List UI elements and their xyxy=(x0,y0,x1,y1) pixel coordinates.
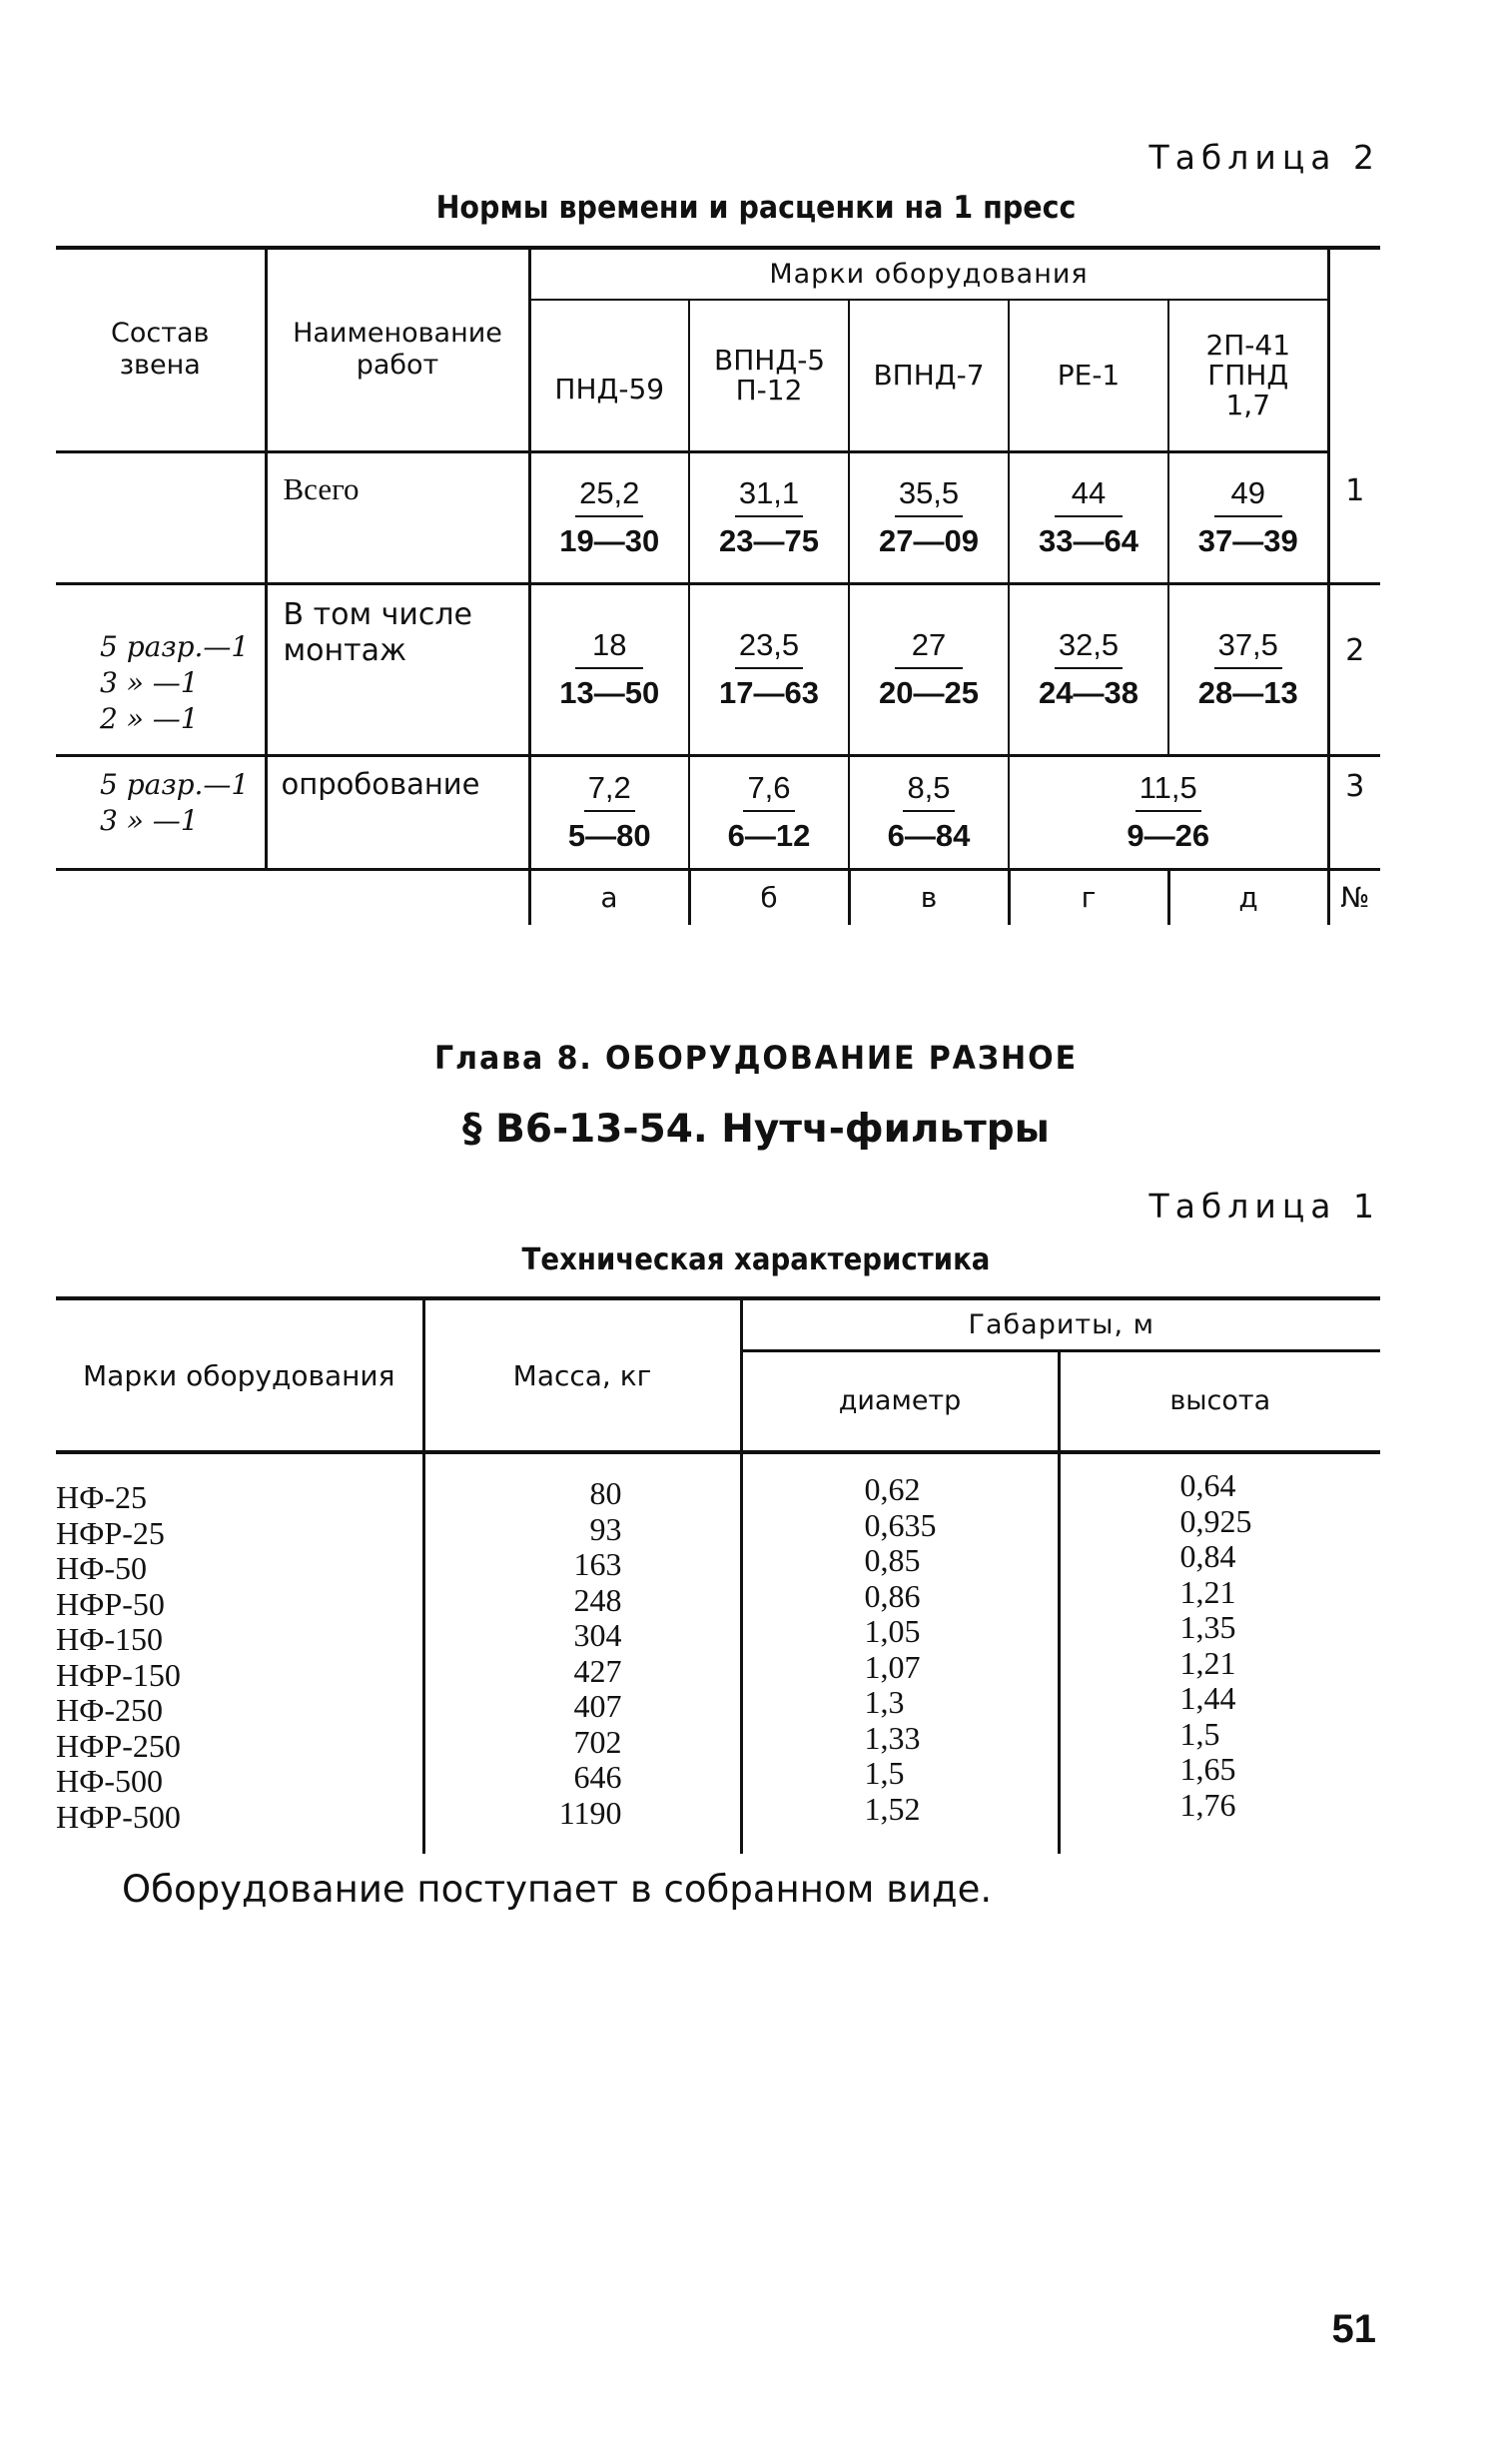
diameter-value: 0,62 xyxy=(864,1471,921,1507)
section-heading: § В6-13-54. Нутч-фильтры xyxy=(462,1107,1050,1152)
row-work: опробование xyxy=(266,755,529,869)
mass-value: 304 xyxy=(573,1617,622,1653)
diameter-column xyxy=(741,1452,1059,1854)
header-composition: Состав звена xyxy=(56,248,266,451)
diameter-value: 1,5 xyxy=(864,1755,905,1791)
column-letter: б xyxy=(689,869,849,925)
value-cell: $\frac{7,2}{5—80}$ xyxy=(529,755,689,869)
mass-value: 248 xyxy=(573,1581,622,1618)
header-brand: ВПНД-7 xyxy=(849,300,1009,451)
header-work: Наименование работ xyxy=(266,248,529,451)
row-number: 1 xyxy=(1328,451,1380,583)
row-work: Всего xyxy=(266,451,529,583)
value-cell: $\frac{7,6}{6—12}$ xyxy=(689,755,849,869)
diameter-value: 1,07 xyxy=(864,1648,921,1685)
height-value: 0,925 xyxy=(1179,1502,1252,1539)
mass-value: 80 xyxy=(589,1475,622,1511)
mass-value: 427 xyxy=(573,1652,622,1689)
mass-value: 163 xyxy=(573,1546,622,1582)
header-brand: ПНД-59 xyxy=(529,300,689,451)
column-number-label: № xyxy=(1328,869,1380,925)
height-value: 0,84 xyxy=(1179,1538,1236,1574)
table2-label: Таблица 2 xyxy=(1148,138,1380,177)
column-letter: г xyxy=(1009,869,1168,925)
chapter-heading: Глава 8. ОБОРУДОВАНИЕ РАЗНОЕ xyxy=(433,1039,1078,1077)
mass-value: 646 xyxy=(573,1759,622,1795)
column-letter: а xyxy=(529,869,689,925)
header-dimensions: Габариты, м xyxy=(741,1298,1380,1350)
note-text: Оборудование поступает в собранном виде. xyxy=(122,1868,993,1911)
value-cell: $\frac{49}{37—39}$ xyxy=(1168,451,1328,583)
brand-name: НФ-50 xyxy=(56,1550,148,1586)
diameter-value: 1,3 xyxy=(864,1684,905,1720)
diameter-value: 1,33 xyxy=(864,1719,921,1756)
brand-name: НФ-500 xyxy=(56,1763,164,1799)
brand-name: НФР-25 xyxy=(56,1514,165,1551)
row-composition: 5 разр.—1 3 » —1 2 » —1 xyxy=(56,583,266,755)
height-value: 0,64 xyxy=(1179,1467,1236,1503)
table2-title: Нормы времени и расценки на 1 пресс xyxy=(435,190,1077,226)
header-brands: Марки оборудования xyxy=(56,1298,423,1452)
height-column xyxy=(1059,1452,1380,1854)
height-value: 1,44 xyxy=(1179,1680,1236,1716)
table1 xyxy=(56,1296,1380,1854)
row-composition: 5 разр.—1 3 » —1 xyxy=(56,755,266,869)
row-work: В том числе монтаж xyxy=(266,583,529,755)
height-value: 1,21 xyxy=(1179,1573,1236,1610)
page-number: 51 xyxy=(1331,2307,1376,2351)
column-letter: в xyxy=(849,869,1009,925)
mass-value: 93 xyxy=(589,1510,622,1547)
header-mass: Масса, кг xyxy=(423,1298,741,1452)
brand-name: НФР-500 xyxy=(56,1798,181,1835)
row-number: 3 xyxy=(1328,755,1380,869)
header-brand: РЕ-1 xyxy=(1009,300,1168,451)
diameter-value: 0,85 xyxy=(864,1542,921,1578)
mass-value: 702 xyxy=(573,1723,622,1760)
header-diameter: диаметр xyxy=(741,1350,1059,1452)
row-number: 2 xyxy=(1328,583,1380,755)
value-cell: $\frac{44}{33—64}$ xyxy=(1009,451,1168,583)
diameter-value: 1,05 xyxy=(864,1613,921,1649)
diameter-value: 0,635 xyxy=(864,1506,937,1543)
brand-name: НФР-50 xyxy=(56,1585,165,1622)
diameter-value: 1,52 xyxy=(864,1790,921,1827)
brand-name: НФ-25 xyxy=(56,1479,148,1515)
value-cell: $\frac{31,1}{23—75}$ xyxy=(689,451,849,583)
value-cell: $\frac{27}{20—25}$ xyxy=(849,583,1009,755)
brand-name: НФР-250 xyxy=(56,1727,181,1764)
table1-title: Техническая характеристика xyxy=(521,1242,991,1277)
brand-name: НФР-150 xyxy=(56,1656,181,1693)
diameter-value: 0,86 xyxy=(864,1577,921,1614)
table1-label: Таблица 1 xyxy=(1148,1187,1380,1226)
brands-column xyxy=(56,1452,423,1854)
value-cell: $\frac{18}{13—50}$ xyxy=(529,583,689,755)
height-value: 1,35 xyxy=(1179,1609,1236,1645)
height-value: 1,76 xyxy=(1179,1786,1236,1823)
header-height: высота xyxy=(1059,1350,1380,1452)
column-letter: д xyxy=(1238,881,1258,915)
value-cell: $\frac{25,2}{19—30}$ xyxy=(529,451,689,583)
header-brand: ВПНД-5 П-12 xyxy=(689,300,849,451)
height-value: 1,21 xyxy=(1179,1644,1236,1681)
value-cell: $\frac{37,5}{28—13}$ xyxy=(1168,583,1328,755)
height-value: 1,65 xyxy=(1179,1751,1236,1787)
value-cell: $\frac{11,5}{9—26}$ xyxy=(1009,755,1328,869)
mass-value: 407 xyxy=(573,1688,622,1724)
table2 xyxy=(56,246,1380,925)
value-cell: $\frac{23,5}{17—63}$ xyxy=(689,583,849,755)
height-value: 1,5 xyxy=(1179,1715,1220,1752)
mass-value: 1190 xyxy=(558,1794,622,1831)
brand-name: НФ-250 xyxy=(56,1692,164,1728)
mass-column xyxy=(423,1452,741,1854)
value-cell: $\frac{8,5}{6—84}$ xyxy=(849,755,1009,869)
brand-name: НФ-150 xyxy=(56,1621,164,1657)
header-brand: 2П-41 ГПНД 1,7 xyxy=(1168,300,1328,451)
value-cell: $\frac{32,5}{24—38}$ xyxy=(1009,583,1168,755)
value-cell: $\frac{35,5}{27—09}$ xyxy=(849,451,1009,583)
header-brands-group: Марки оборудования xyxy=(529,248,1328,300)
